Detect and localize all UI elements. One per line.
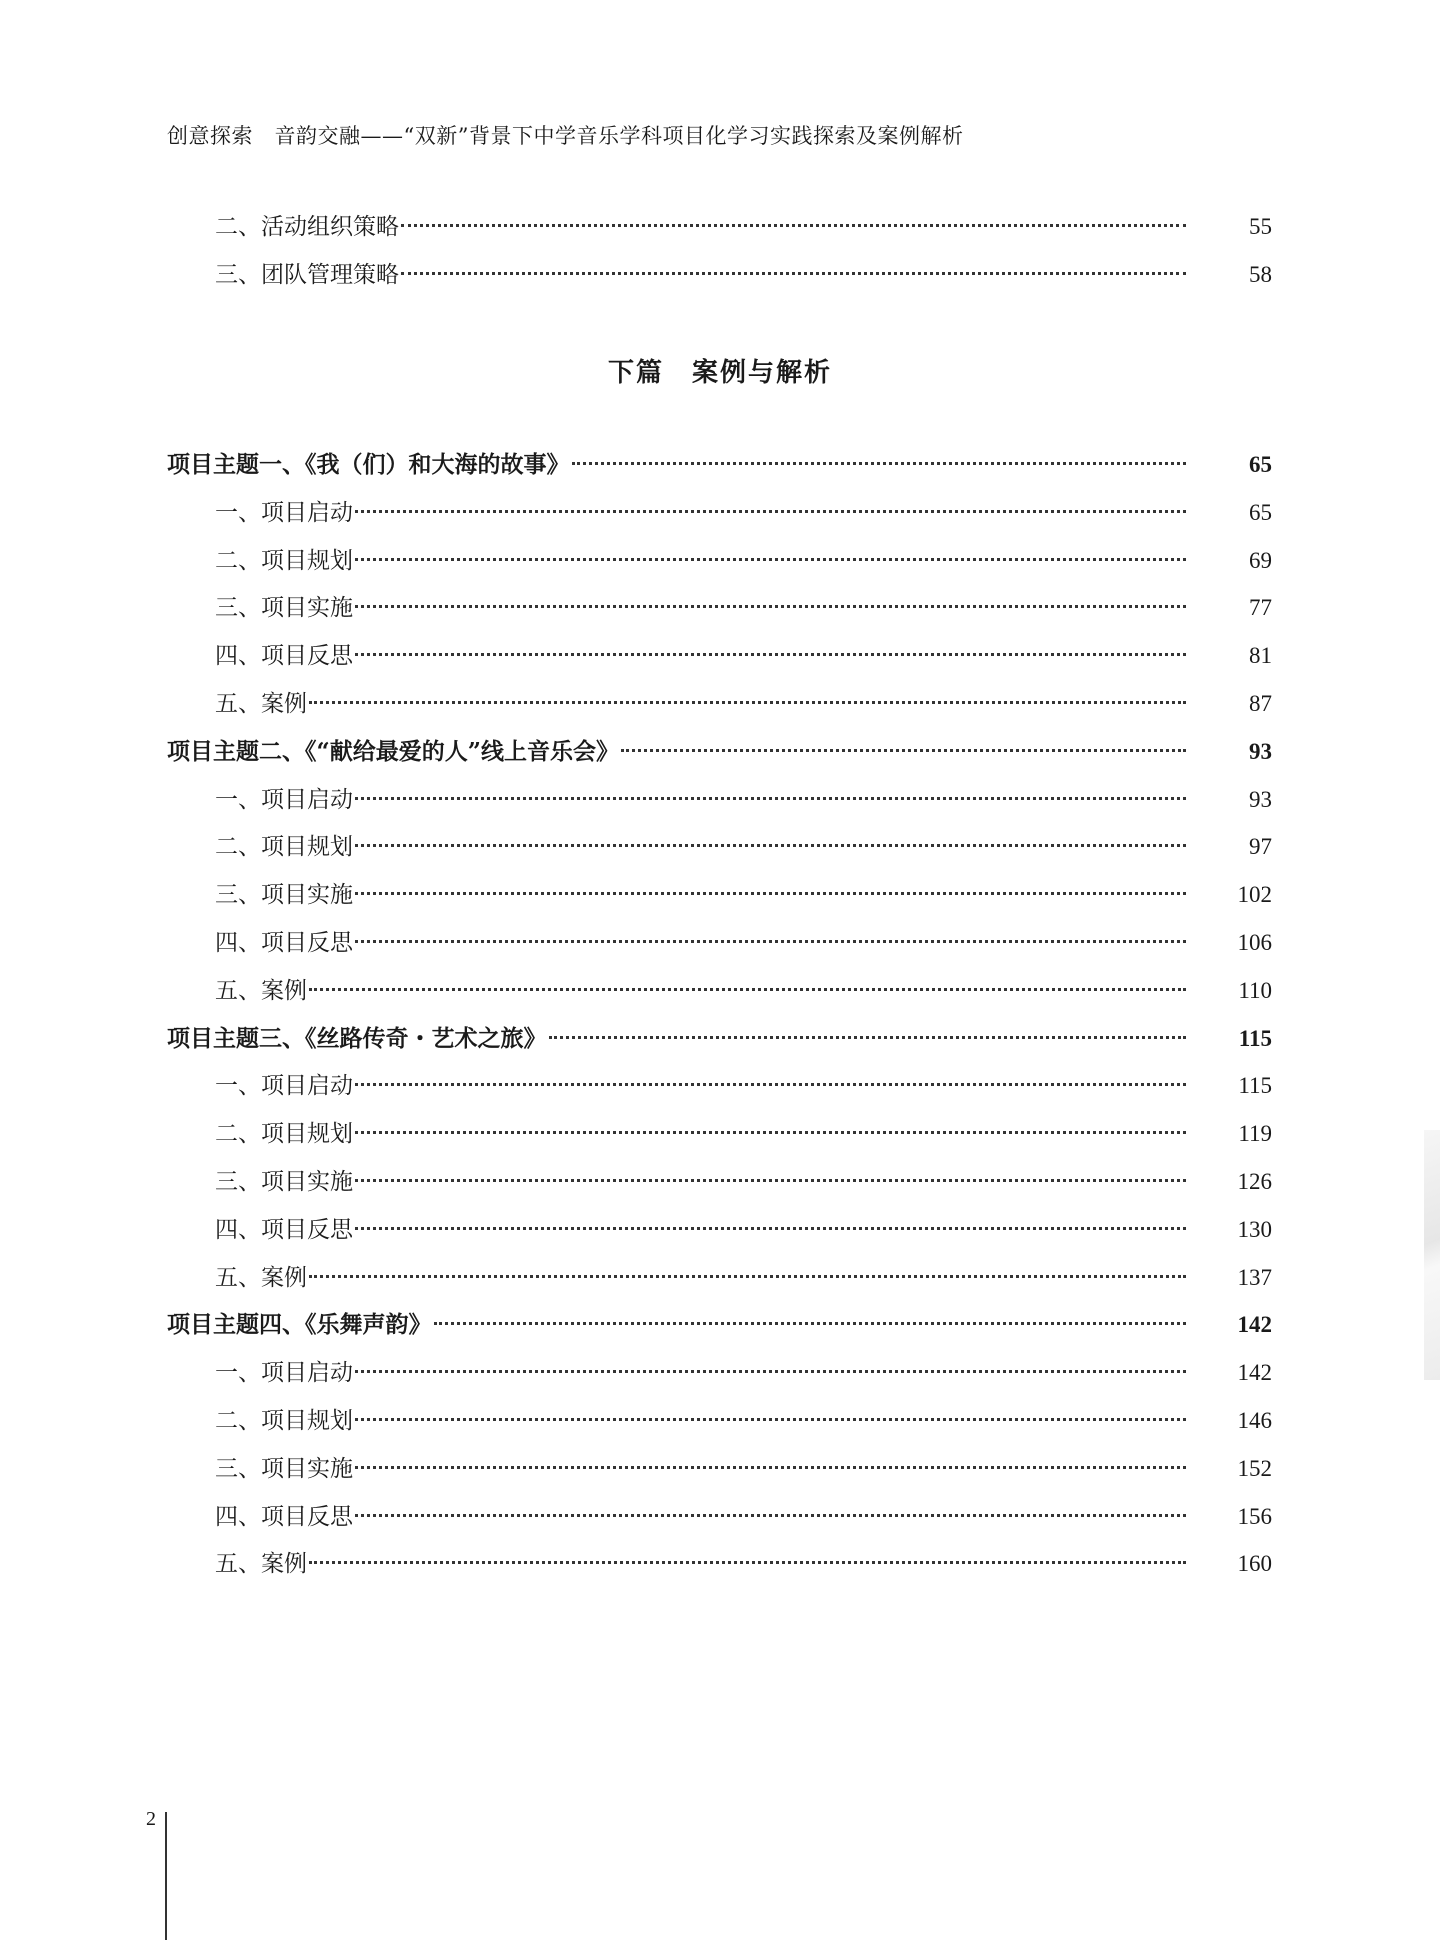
dot-leader — [434, 1322, 1187, 1325]
toc-entry-section — [215, 542, 1272, 582]
toc-entry-label: 二、项目规划 — [215, 1121, 353, 1147]
toc-entry-page: 160 — [1237, 1551, 1272, 1576]
toc-entry-page: 156 — [1237, 1504, 1272, 1529]
toc-entry-page: 146 — [1237, 1408, 1272, 1433]
toc-entry-section — [215, 637, 1272, 677]
dot-leader — [309, 1275, 1186, 1278]
toc-entry-page: 130 — [1237, 1217, 1272, 1242]
toc-entry-section — [215, 781, 1272, 821]
dot-leader — [401, 272, 1186, 275]
dot-leader — [355, 605, 1186, 608]
dot-leader — [355, 653, 1186, 656]
toc-entry-page: 65 — [1249, 452, 1272, 477]
dot-leader — [355, 1083, 1186, 1086]
toc-entry-label: 一、项目启动 — [215, 787, 353, 813]
dot-leader — [355, 940, 1186, 943]
toc-entry-section — [215, 589, 1272, 629]
page-edge-shadow — [1424, 1130, 1440, 1380]
toc-entry-section — [215, 1354, 1272, 1394]
toc-entry-section — [215, 1259, 1272, 1299]
toc-entry-label: 四、项目反思 — [215, 1504, 353, 1530]
toc-entry-label: 二、项目规划 — [215, 1408, 353, 1434]
toc-entry-label: 三、项目实施 — [215, 1456, 353, 1482]
toc-entry-page: 126 — [1237, 1169, 1272, 1194]
toc-entry-page: 81 — [1249, 643, 1272, 668]
toc-entry-page: 137 — [1237, 1265, 1272, 1290]
toc-entry-page: 93 — [1249, 739, 1272, 764]
section-title: 下篇 案例与解析 — [607, 358, 832, 388]
dot-leader — [309, 988, 1186, 991]
toc-entry-section — [215, 256, 1272, 296]
toc-entry-page: 69 — [1249, 548, 1272, 573]
toc-entry-label: 二、活动组织策略 — [215, 214, 399, 240]
toc-entry-section — [215, 1402, 1272, 1442]
toc-entry-section — [215, 1115, 1272, 1155]
toc-entry-label: 五、案例 — [215, 978, 307, 1004]
toc-entry-page: 87 — [1249, 691, 1272, 716]
toc-entry-page: 65 — [1249, 500, 1272, 525]
toc-entry-chapter — [167, 1306, 1272, 1346]
dot-leader — [355, 558, 1186, 561]
dot-leader — [355, 892, 1186, 895]
toc-entry-section — [215, 208, 1272, 248]
dot-leader — [355, 797, 1186, 800]
toc-entry-label: 三、团队管理策略 — [215, 262, 399, 288]
toc-entry-section — [215, 876, 1272, 916]
toc-entry-label: 一、项目启动 — [215, 1360, 353, 1386]
toc-entry-label: 二、项目规划 — [215, 548, 353, 574]
toc-entry-section — [215, 828, 1272, 868]
toc-entry-page: 106 — [1237, 930, 1272, 955]
toc-entry-label: 三、项目实施 — [215, 882, 353, 908]
toc-entry-label: 二、项目规划 — [215, 834, 353, 860]
dot-leader — [549, 1036, 1187, 1039]
running-header: 创意探索 音韵交融——“双新”背景下中学音乐学科项目化学习实践探索及案例解析 — [167, 124, 964, 148]
dot-leader — [621, 749, 1186, 752]
page-number: 2 — [146, 1808, 156, 1830]
toc-entry-section — [215, 1450, 1272, 1490]
toc-entry-page: 142 — [1237, 1312, 1272, 1337]
toc-entry-page: 102 — [1237, 882, 1272, 907]
toc-entry-label: 四、项目反思 — [215, 930, 353, 956]
toc-entry-section — [215, 1211, 1272, 1251]
toc-entry-page: 55 — [1249, 214, 1272, 239]
toc-entry-label: 三、项目实施 — [215, 1169, 353, 1195]
dot-leader — [355, 1370, 1186, 1373]
dot-leader — [355, 1131, 1186, 1134]
dot-leader — [355, 844, 1186, 847]
toc-entry-section — [215, 685, 1272, 725]
dot-leader — [401, 224, 1186, 227]
toc-entry-page: 119 — [1238, 1121, 1272, 1146]
toc-entry-chapter — [167, 1020, 1272, 1060]
toc-entry-page: 152 — [1237, 1456, 1272, 1481]
toc-entry-label: 项目主题四、《乐舞声韵》 — [167, 1311, 432, 1338]
toc-entry-label: 项目主题三、《丝路传奇・艺术之旅》 — [167, 1025, 547, 1052]
toc-entry-section — [215, 494, 1272, 534]
dot-leader — [355, 1514, 1186, 1517]
dot-leader — [355, 1418, 1186, 1421]
dot-leader — [572, 462, 1187, 465]
dot-leader — [355, 1466, 1186, 1469]
dot-leader — [355, 510, 1186, 513]
toc-entry-chapter — [167, 733, 1272, 773]
toc-entry-label: 五、案例 — [215, 691, 307, 717]
toc-entry-page: 110 — [1238, 978, 1272, 1003]
toc-entry-label: 五、案例 — [215, 1265, 307, 1291]
toc-entry-chapter — [167, 446, 1272, 486]
toc-entry-page: 142 — [1237, 1360, 1272, 1385]
dot-leader — [355, 1227, 1186, 1230]
toc-entry-page: 77 — [1249, 595, 1272, 620]
toc-entry-section — [215, 1498, 1272, 1538]
toc-entry-label: 四、项目反思 — [215, 643, 353, 669]
toc-entry-label: 项目主题二、《“献给最爱的人”线上音乐会》 — [167, 738, 619, 765]
toc-entry-label: 三、项目实施 — [215, 595, 353, 621]
toc-entry-label: 五、案例 — [215, 1551, 307, 1577]
toc-entry-label: 四、项目反思 — [215, 1217, 353, 1243]
toc-entry-section — [215, 1163, 1272, 1203]
toc-entry-page: 97 — [1249, 834, 1272, 859]
toc-entry-section — [215, 1067, 1272, 1107]
toc-entry-section — [215, 1545, 1272, 1585]
toc-entry-page: 115 — [1238, 1026, 1272, 1051]
toc-entry-label: 一、项目启动 — [215, 1073, 353, 1099]
toc-entry-section — [215, 972, 1272, 1012]
toc-entry-label: 项目主题一、《我（们）和大海的故事》 — [167, 451, 570, 478]
dot-leader — [309, 701, 1186, 704]
dot-leader — [309, 1561, 1186, 1564]
toc-entry-page: 93 — [1249, 787, 1272, 812]
margin-rule — [165, 1812, 167, 1940]
toc-entry-page: 115 — [1238, 1073, 1272, 1098]
toc-entry-section — [215, 924, 1272, 964]
toc-entry-label: 一、项目启动 — [215, 500, 353, 526]
toc-entry-page: 58 — [1249, 262, 1272, 287]
dot-leader — [355, 1179, 1186, 1182]
